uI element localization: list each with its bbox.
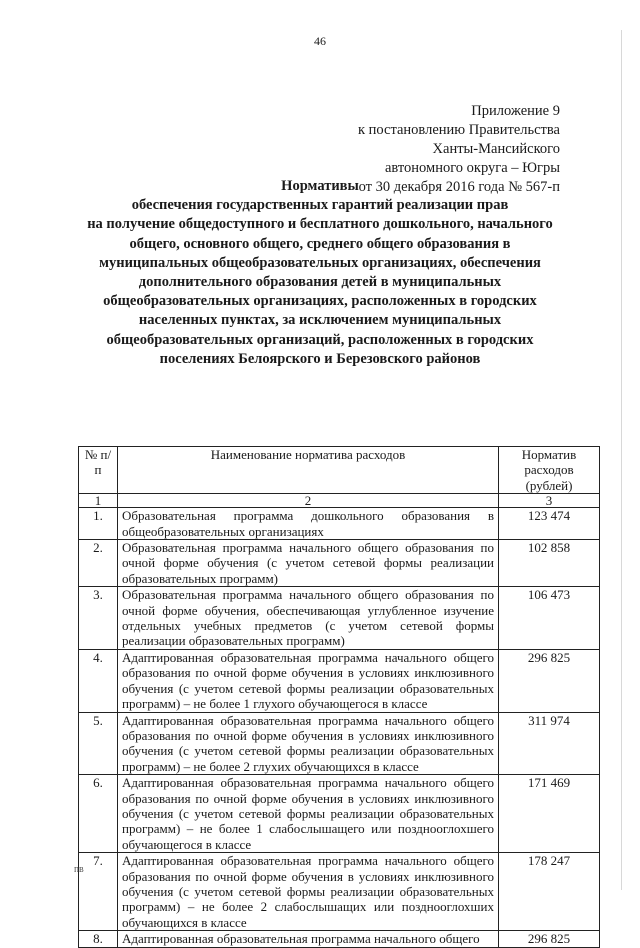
row-name: Адаптированная образовательная программа начального общего образования по очной форме обучения в условиях инклюзивного обучения (с учетом сетевой формы реализации образовательных программ) – не более 1 слабослышащего или позднооглохшего обучающегося в классе bbox=[118, 775, 499, 853]
scan-edge-line bbox=[621, 30, 622, 890]
row-num: 7. bbox=[79, 853, 118, 931]
column-index: 1 bbox=[79, 494, 118, 508]
row-num: 4. bbox=[79, 649, 118, 712]
row-num: 1. bbox=[79, 508, 118, 540]
appendix-line: Приложение 9 bbox=[471, 103, 560, 119]
row-name: Образовательная программа начального общего образования по очной форме обучения (с учетом сетевой формы реализации образовательных программ) bbox=[118, 540, 499, 587]
row-num: 8. bbox=[79, 931, 118, 947]
title-line: дополнительного образования детей в муниципальных bbox=[138, 274, 502, 291]
table-row bbox=[79, 508, 600, 540]
row-name: Адаптированная образовательная программа начального общего образования по очной форме обучения в условиях инклюзивного обучения (с учетом сетевой формы реализации образовательных программ) – не более 2 глухих обучающихся в классе bbox=[118, 712, 499, 775]
row-name: Адаптированная образовательная программа начального общего образования по очной форме обучения в условиях инклюзивного обучения (с учетом сетевой формы реализации образовательных программ) – не более 1 глухого обучающегося в классе bbox=[118, 649, 499, 712]
row-num: 5. bbox=[79, 712, 118, 775]
appendix-line: к постановлению Правительства bbox=[358, 122, 560, 138]
title-line: общеобразовательных организаций, расположенных в городских bbox=[106, 331, 534, 348]
row-name: Адаптированная образовательная программа начального общего образования по очной форме обучения в условиях инклюзивного обучения (с учетом сетевой формы реализации образовательных программ) – не более 2 слабослышащих или позднооглохших обучающихся в классе bbox=[118, 853, 499, 931]
table-row bbox=[79, 540, 600, 587]
table-row bbox=[79, 853, 600, 931]
row-name: Образовательная программа начального общего образования по очной форме обучения, обеспечивающая углубленное изучение отдельных учебных предметов (с учетом сетевой формы реализации образовательных программ) bbox=[118, 587, 499, 650]
row-value: 311 974 bbox=[499, 712, 600, 775]
row-num: 2. bbox=[79, 540, 118, 587]
header-num: № п/п bbox=[79, 447, 118, 494]
row-value: 171 469 bbox=[499, 775, 600, 853]
title-line: населенных пунктах, за исключением муниципальных bbox=[138, 312, 502, 329]
title-line: общего, основного общего, среднего общего образования в bbox=[129, 235, 511, 252]
row-value: 106 473 bbox=[499, 587, 600, 650]
title-line: на получение общедоступного и бесплатного дошкольного, начального bbox=[87, 216, 553, 233]
document-title bbox=[40, 177, 600, 369]
row-num: 6. bbox=[79, 775, 118, 853]
table-row bbox=[79, 775, 600, 853]
table-row bbox=[79, 587, 600, 650]
norms-table bbox=[78, 446, 600, 948]
title-line: муниципальных общеобразовательных организациях, обеспечения bbox=[99, 254, 541, 271]
title-line: Нормативы bbox=[281, 178, 359, 194]
row-value: 102 858 bbox=[499, 540, 600, 587]
appendix-line: от 30 декабря 2016 года № 567-п bbox=[358, 179, 560, 195]
column-index: 2 bbox=[118, 494, 499, 508]
page-number: 46 bbox=[314, 34, 326, 48]
title-line: поселениях Белоярского и Березовского районов bbox=[159, 350, 481, 367]
appendix-line: автономного округа – Югры bbox=[384, 160, 560, 176]
row-value: 123 474 bbox=[499, 508, 600, 540]
appendix-line: Ханты-Мансийского bbox=[432, 141, 560, 157]
table-row bbox=[79, 712, 600, 775]
table-row bbox=[79, 931, 600, 947]
column-index-row bbox=[79, 494, 600, 508]
row-value: 296 825 bbox=[499, 649, 600, 712]
footer-mark: ПВ bbox=[74, 866, 84, 874]
title-line: обеспечения государственных гарантий реализации прав bbox=[131, 197, 509, 214]
header-value: Норматив расходов (рублей) bbox=[499, 447, 600, 494]
row-value: 178 247 bbox=[499, 853, 600, 931]
row-name: Адаптированная образовательная программа начального общего bbox=[118, 931, 499, 947]
row-value: 296 825 bbox=[499, 931, 600, 947]
header-name: Наименование норматива расходов bbox=[118, 447, 499, 494]
table-header-row bbox=[79, 447, 600, 494]
row-name: Образовательная программа дошкольного образования в общеобразовательных организациях bbox=[118, 508, 499, 540]
row-num: 3. bbox=[79, 587, 118, 650]
table-row bbox=[79, 649, 600, 712]
title-line: общеобразовательных организациях, расположенных в городских bbox=[103, 293, 537, 310]
column-index: 3 bbox=[499, 494, 600, 508]
